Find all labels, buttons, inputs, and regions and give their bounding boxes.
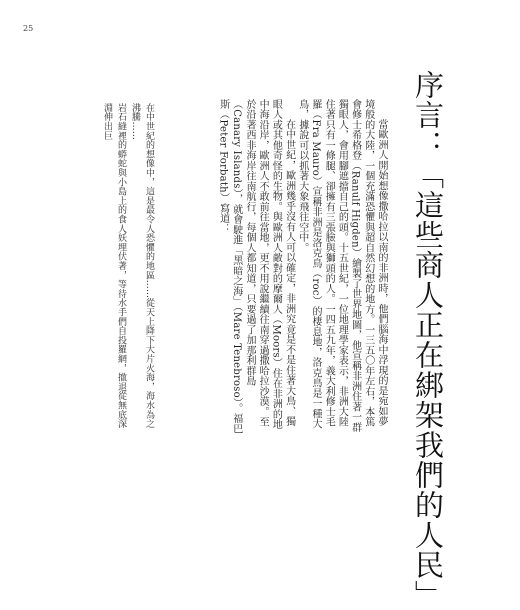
chapter-title: 序言：「這些商人正在綁架我們的人民」	[411, 70, 445, 610]
page-number: 25	[23, 24, 34, 33]
block-quote	[102, 103, 156, 433]
quote-line: 岩石縫裡的蟒蛇與小島上的食人妖埋伏著，等待水手們自投羅網，撤退從無底深淵伸出巨	[102, 103, 126, 429]
paragraph: 當歐洲人開始想像撒哈拉以南的非洲時，他們腦海中浮現的是宛如夢境般的大陸，一個充滿恐懼與超自然幻想的地方。一三五〇年左右，本篤會修士希格登（Ranulf Higden）繪製了世界地圖，他宣稱非洲住著一群獨眼人，會用腳遮擋自己的頭。十五世紀，一位地理學家表示，非洲大陸住著只有一條腿、卻擁有三張臉與獅頭的人。一四五九年，義大利修士毛羅（Fra Mauro）宣稱非洲是洛克鳥（roc）的棲息地，洛克鳥是一種大鳥，據說可以抓著大象飛往空中。	[296, 99, 387, 433]
quote-line: 在中世紀的想像中，這是最令人恐懼的地區……從天上降下大片火海，海水為之沸騰……	[130, 103, 154, 429]
paragraph: 在中世紀，歐洲幾乎沒有人可以確定，非洲究竟是不是住著大鳥、獨眼人或其他奇怪的生物。與歐洲人敵對的摩爾人（Moors）住在非洲的地中海沿岸，歐洲人不敢前往當地，更不用說繼續往南穿過撒哈拉沙漠。至於沿著西非海岸往南航行，每個人都知道，只要過了加那利群島（Canary Islands），就會駛進「黑暗之海」（Mare Tenebroso）。福巴斯（Peter Forbath）寫道：	[217, 99, 295, 434]
